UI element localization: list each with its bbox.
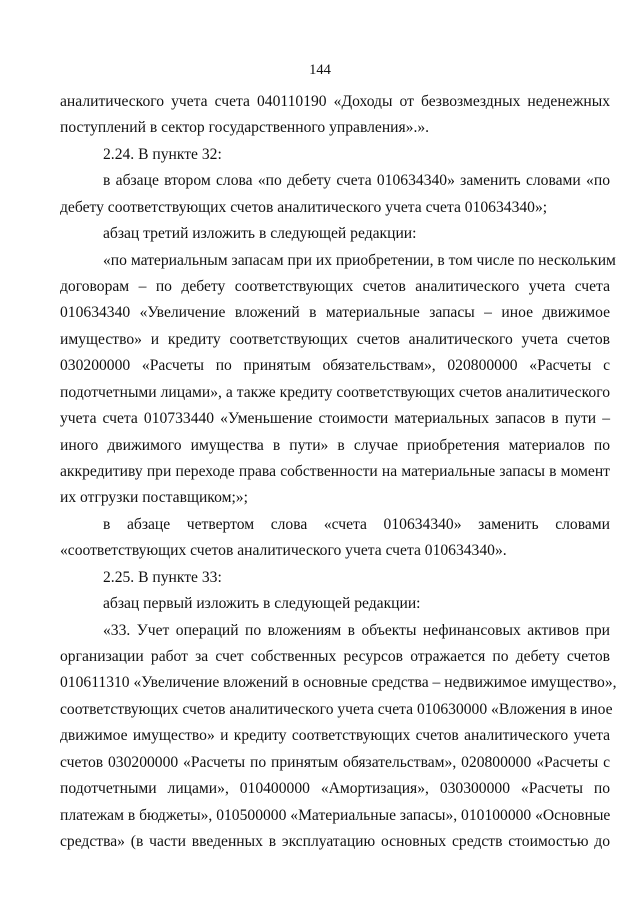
text-line: аккредитиву при переходе права собственности на материальные запасы в момент [60,463,610,480]
section-heading: 2.25. В пункте 33: [103,569,222,586]
text-line: учета счета 010733440 «Уменьшение стоимости материальных запасов в пути – [60,410,610,427]
section-heading: 2.24. В пункте 32: [103,146,222,163]
text-line: «по материальным запасам при их приобретении, в том числе по нескольким [103,252,616,269]
text-line: дебету соответствующих счетов аналитического учета счета 010634340»; [60,199,548,216]
text-line: в абзаце втором слова «по дебету счета 010634340» заменить словами «по [103,172,610,189]
text-line: «33. Учет операций по вложениям в объекты нефинансовых активов при [103,622,610,639]
text-line: аналитического учета счета 040110190 «Доходы от безвозмездных неденежных [60,93,610,110]
page-number: 144 [309,62,331,78]
text-line: 010611310 «Увеличение вложений в основные средства – недвижимое имущество», [60,674,617,691]
text-line: поступлений в сектор государственного управления».». [60,119,430,136]
text-line: счетов 030200000 «Расчеты по принятым обязательствам», 020800000 «Расчеты с [60,754,610,771]
text-line: иного движимого имущества в пути» в случае приобретения материалов по [60,437,610,454]
text-line: средства» (в части введенных в эксплуатацию основных средств стоимостью до [60,833,610,850]
text-line: подотчетными лицами», 010400000 «Амортизация», 030300000 «Расчеты по [60,780,610,797]
text-line: соответствующих счетов аналитического учета счета 010630000 «Вложения в иное [60,701,613,718]
text-line: подотчетными лицами», а также кредиту соответствующих счетов аналитического [60,384,610,401]
text-line: абзац первый изложить в следующей редакции: [103,595,421,612]
text-line: «соответствующих счетов аналитического учета счета 010634340». [60,542,507,559]
text-line: в абзаце четвертом слова «счета 010634340» заменить словами [103,516,610,533]
text-line: движимое имущество» и кредиту соответствующих счетов аналитического учета [60,727,610,744]
text-line: 030200000 «Расчеты по принятым обязательствам», 020800000 «Расчеты с [60,357,610,374]
text-line: организации работ за счет собственных ресурсов отражается по дебету счетов [60,648,610,665]
text-line: абзац третий изложить в следующей редакции: [103,225,417,242]
text-line: имущество» и кредиту соответствующих счетов аналитического учета счетов [60,331,610,348]
text-line: договорам – по дебету соответствующих счетов аналитического учета счета [60,278,610,295]
text-line: платежам в бюджеты», 010500000 «Материальные запасы», 010100000 «Основные [60,807,611,824]
text-line: их отгрузки поставщиком;»; [60,489,248,506]
text-line: 010634340 «Увеличение вложений в материальные запасы – иное движимое [60,304,610,321]
